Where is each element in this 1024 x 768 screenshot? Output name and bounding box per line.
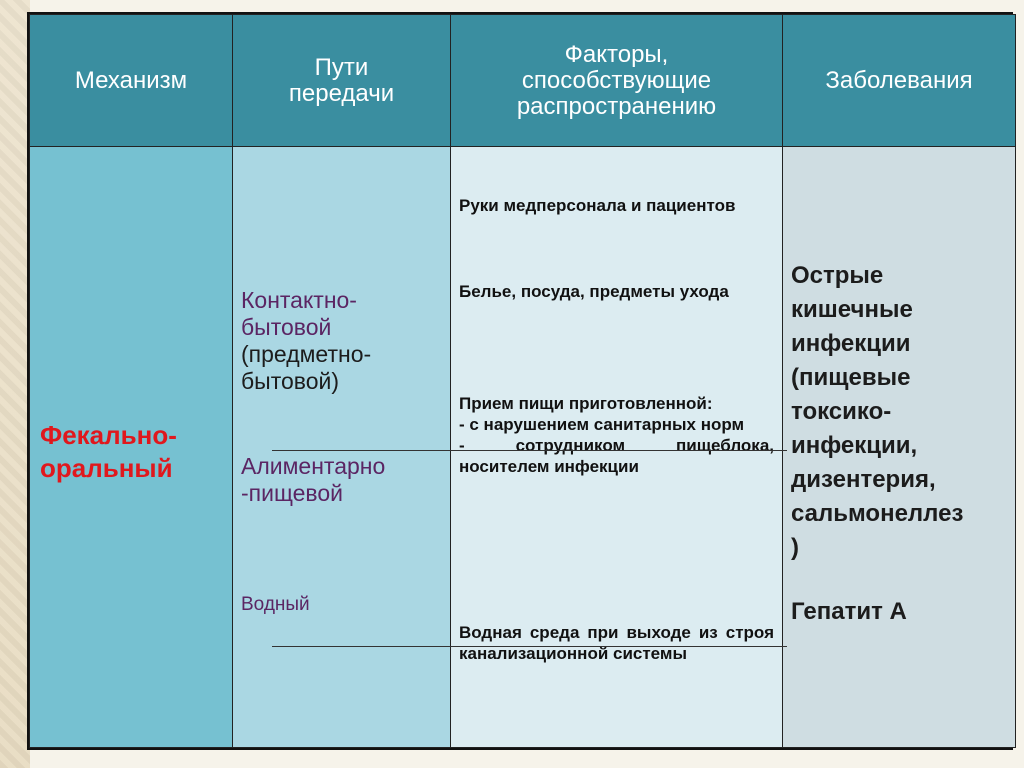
- way-food: [241, 453, 385, 507]
- mechanism-text: [40, 419, 177, 485]
- mechanism-cell: [30, 147, 233, 748]
- way-contact-line: (предметно-: [241, 341, 372, 367]
- factor-food-b: - сотрудником пищеблока, носителем инфекции: [459, 436, 774, 476]
- disease-line: дизентерия,: [791, 466, 936, 493]
- way-contact-line: бытовой: [241, 314, 332, 340]
- header-ways: [233, 15, 451, 147]
- way-water: Водный: [241, 594, 310, 615]
- factor-food-a: - с нарушением санитарных норм: [459, 415, 745, 434]
- header-row: [30, 15, 1016, 147]
- way-food-line: Алиментарно: [241, 453, 386, 479]
- mechanism-line: оральный: [40, 453, 173, 483]
- factor-linen: Белье, посуда, предметы ухода: [459, 282, 729, 301]
- disease-line: Острые: [791, 262, 884, 289]
- disease-line: кишечные: [791, 296, 913, 323]
- way-food-line: -пищевой: [241, 480, 344, 506]
- header-factors-text: Факторы, способствующие распространению: [516, 40, 717, 120]
- header-diseases: Заболевания: [783, 15, 1016, 147]
- disease-line: (пищевые: [791, 364, 911, 391]
- content-row: [30, 147, 1016, 748]
- disease-line: инфекции: [791, 330, 911, 357]
- disease-line: токсико-: [791, 398, 892, 425]
- connector-line: [272, 646, 787, 647]
- transmission-table: [27, 12, 1013, 750]
- ways-cell: [233, 147, 451, 748]
- factors-cell: [451, 147, 783, 748]
- factor-food-intro: Прием пищи приготовленной:: [459, 394, 713, 413]
- header-mechanism: Механизм: [30, 15, 233, 147]
- diseases-cell: [783, 147, 1016, 748]
- factor-water: Водная среда при выходе из строя канализационной системы: [459, 623, 774, 663]
- header-factors: [451, 15, 783, 147]
- factor-food: [459, 393, 774, 477]
- way-contact-line: бытовой): [241, 368, 340, 394]
- way-contact-line: Контактно-: [241, 287, 357, 313]
- factor-hands: Руки медперсонала и пациентов: [459, 196, 736, 215]
- way-contact: [241, 287, 371, 395]
- paper-texture-band: [0, 0, 30, 768]
- header-ways-text: Пути передачи: [288, 53, 395, 107]
- disease-line: инфекции,: [791, 432, 918, 459]
- disease-acute-infections: [791, 259, 1009, 565]
- mechanism-line: Фекально-: [40, 420, 177, 450]
- connector-line: [272, 450, 787, 451]
- disease-line: сальмонеллез: [791, 500, 964, 527]
- disease-hepatitis-a: Гепатит А: [791, 598, 907, 625]
- disease-line: ): [791, 534, 799, 561]
